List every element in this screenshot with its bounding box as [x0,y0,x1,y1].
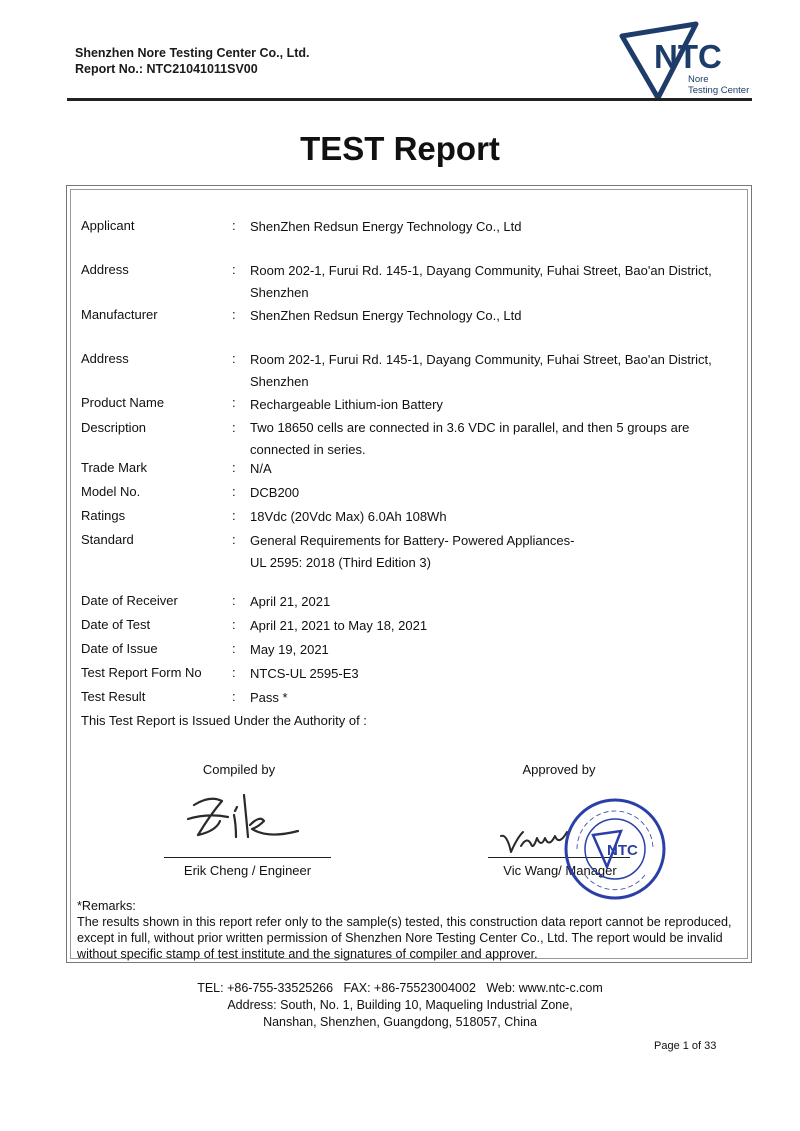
colon: : [232,262,236,277]
field-value-date-of-issue: May 19, 2021 [250,642,329,657]
remarks-section [77,898,747,962]
logo-line1: Nore [688,74,709,85]
compiled-by-label: Compiled by [202,762,276,777]
colon: : [232,641,236,656]
colon: : [232,351,236,366]
colon: : [232,617,236,632]
field-value-date-of-test: April 21, 2021 to May 18, 2021 [250,618,428,633]
colon: : [232,218,236,233]
approved-by-label: Approved by [522,762,596,777]
field-label-date-of-receiver: Date of Receiver [81,593,178,608]
colon: : [232,532,236,547]
authority-statement: This Test Report is Issued Under the Authority of : [81,713,367,728]
colon: : [232,420,236,435]
field-label-trade-mark: Trade Mark [81,460,147,475]
field-value-test-result: Pass * [250,690,288,705]
field-value-trade-mark: N/A [250,461,272,476]
field-value-product-name: Rechargeable Lithium-ion Battery [250,397,443,412]
field-value-address: Room 202-1, Furui Rd. 145-1, Dayang Community, Fuhai Street, Bao'an District, Shenzhen [250,263,712,300]
colon: : [232,395,236,410]
company-name: Shenzhen Nore Testing Center Co., Ltd. [75,46,310,60]
field-value-test-report-form-no: NTCS-UL 2595-E3 [250,666,359,681]
page-title: TEST Report [300,130,500,167]
page-number: Page 1 of 33 [654,1040,717,1052]
report-number: Report No.: NTC21041011SV00 [75,62,258,76]
colon: : [232,689,236,704]
field-label-product-name: Product Name [81,395,165,410]
field-value-standard: General Requirements for Battery- Powered Appliances- UL 2595: 2018 (Third Edition 3) [250,533,575,570]
company-stamp-icon [563,797,667,901]
field-label-model-no: Model No. [81,484,141,499]
colon: : [232,665,236,680]
colon: : [232,307,236,322]
field-label-manufacturer-address: Address [81,351,129,366]
field-value-date-of-receiver: April 21, 2021 [250,594,331,609]
colon: : [232,460,236,475]
field-value-ratings: 18Vdc (20Vdc Max) 6.0Ah 108Wh [250,509,447,524]
field-value-description: Two 18650 cells are connected in 3.6 VDC in parallel, and then 5 groups are connected in series. [250,420,690,457]
colon: : [232,484,236,499]
colon: : [232,508,236,523]
footer-address-1: Address: South, No. 1, Building 10, Maqueling Industrial Zone, [227,998,573,1012]
logo-line2: Testing Center [688,85,750,96]
field-label-standard: Standard [81,532,134,547]
field-label-test-report-form-no: Test Report Form No [81,665,202,680]
field-label-date-of-issue: Date of Issue [81,641,158,656]
approver-name: Vic Wang/ Manager [503,863,617,878]
document-header [75,45,310,77]
remarks-heading: *Remarks: [77,899,136,913]
field-value-model-no: DCB200 [250,485,300,500]
field-label-description: Description [81,420,147,435]
compiler-name: Erik Cheng / Engineer [183,863,312,878]
colon: : [232,593,236,608]
field-value-manufacturer-address: Room 202-1, Furui Rd. 145-1, Dayang Community, Fuhai Street, Bao'an District, Shenzhen [250,352,712,389]
compiler-signature-line [164,857,331,858]
field-label-test-result: Test Result [81,689,146,704]
footer-address-2: Nanshan, Shenzhen, Guangdong, 518057, China [263,1015,537,1029]
field-label-ratings: Ratings [81,508,126,523]
field-label-address: Address [81,262,129,277]
field-value-applicant: ShenZhen Redsun Energy Technology Co., Ltd [250,219,522,234]
footer-contact: TEL: +86-755-33525266 FAX: +86-75523004002 Web: www.ntc-c.com [197,981,603,995]
field-label-manufacturer: Manufacturer [81,307,158,322]
page-footer [0,980,800,1031]
field-label-date-of-test: Date of Test [81,617,151,632]
header-divider [67,98,752,101]
compiler-signature [180,785,310,855]
svg-text:NTC: NTC [607,842,638,859]
field-label-applicant: Applicant [81,218,135,233]
ntc-logo [618,20,758,100]
logo-mark: NTC [654,38,722,75]
field-value-manufacturer: ShenZhen Redsun Energy Technology Co., Ltd [250,308,522,323]
remarks-text: The results shown in this report refer only to the sample(s) tested, this construction data report cannot be reproduced, except in full, without prior written permission of Shenzhen Nore Testing Center Co., Ltd. The report would be invalid without specific stamp of test institute and the signatures of compiler and approver. [77,915,732,961]
